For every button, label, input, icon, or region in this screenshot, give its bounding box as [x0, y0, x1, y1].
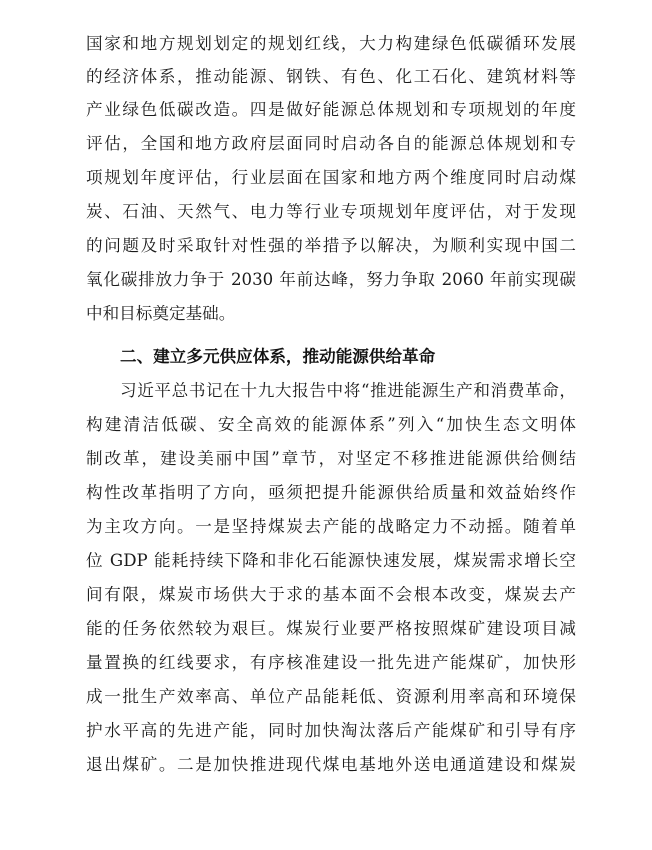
paragraph-line: 炭、石油、天然气、电力等行业专项规划年度评估，对于发现 [86, 202, 576, 221]
paragraph-line: 的问题及时采取针对性强的举措予以解决，为顺利实现中国二 [86, 236, 576, 255]
paragraph-line: 的经济体系，推动能源、钢铁、有色、化工石化、建筑材料等 [86, 67, 576, 86]
section-heading: 二、建立多元供应体系，推动能源供给革命 [120, 347, 436, 366]
paragraph-line: 构性改革指明了方向，亟须把提升能源供给质量和效益始终作 [86, 483, 576, 502]
paragraph-line: 成一批生产效率高、单位产品能耗低、资源利用率高和环境保 [86, 687, 576, 706]
paragraph-line: 国家和地方规划划定的规划红线，大力构建绿色低碳循环发展 [86, 34, 576, 53]
paragraph-line: 位 GDP 能耗持续下降和非化石能源快速发展，煤炭需求增长空 [86, 551, 576, 570]
paragraph-line: 制改革，建设美丽中国”章节，对坚定不移推进能源供给侧结 [86, 449, 576, 468]
paragraph-line: 评估，全国和地方政府层面同时启动各自的能源总体规划和专 [86, 134, 576, 153]
paragraph-line: 退出煤矿。二是加快推进现代煤电基地外送电通道建设和煤炭 [86, 755, 576, 774]
paragraph-line: 护水平高的先进产能，同时加快淘汰落后产能煤矿和引导有序 [86, 721, 576, 740]
paragraph-line: 产业绿色低碳改造。四是做好能源总体规划和专项规划的年度 [86, 100, 576, 119]
paragraph-line: 习近平总书记在十九大报告中将“推进能源生产和消费革命， [120, 381, 576, 400]
paragraph-line: 氧化碳排放力争于 2030 年前达峰，努力争取 2060 年前实现碳 [86, 270, 576, 289]
paragraph-line: 量置换的红线要求，有序核准建设一批先进产能煤矿，加快形 [86, 653, 576, 672]
paragraph-line: 能的任务依然较为艰巨。煤炭行业要严格按照煤矿建设项目减 [86, 619, 576, 638]
paragraph-line: 构建清洁低碳、安全高效的能源体系”列入“加快生态文明体 [86, 415, 576, 434]
paragraph-line: 中和目标奠定基础。 [86, 304, 236, 323]
paragraph-line: 为主攻方向。一是坚持煤炭去产能的战略定力不动摇。随着单 [86, 517, 576, 536]
paragraph-line: 间有限，煤炭市场供大于求的基本面不会根本改变，煤炭去产 [86, 585, 576, 604]
paragraph-line: 项规划年度评估，行业层面在国家和地方两个维度同时启动煤 [86, 168, 576, 187]
